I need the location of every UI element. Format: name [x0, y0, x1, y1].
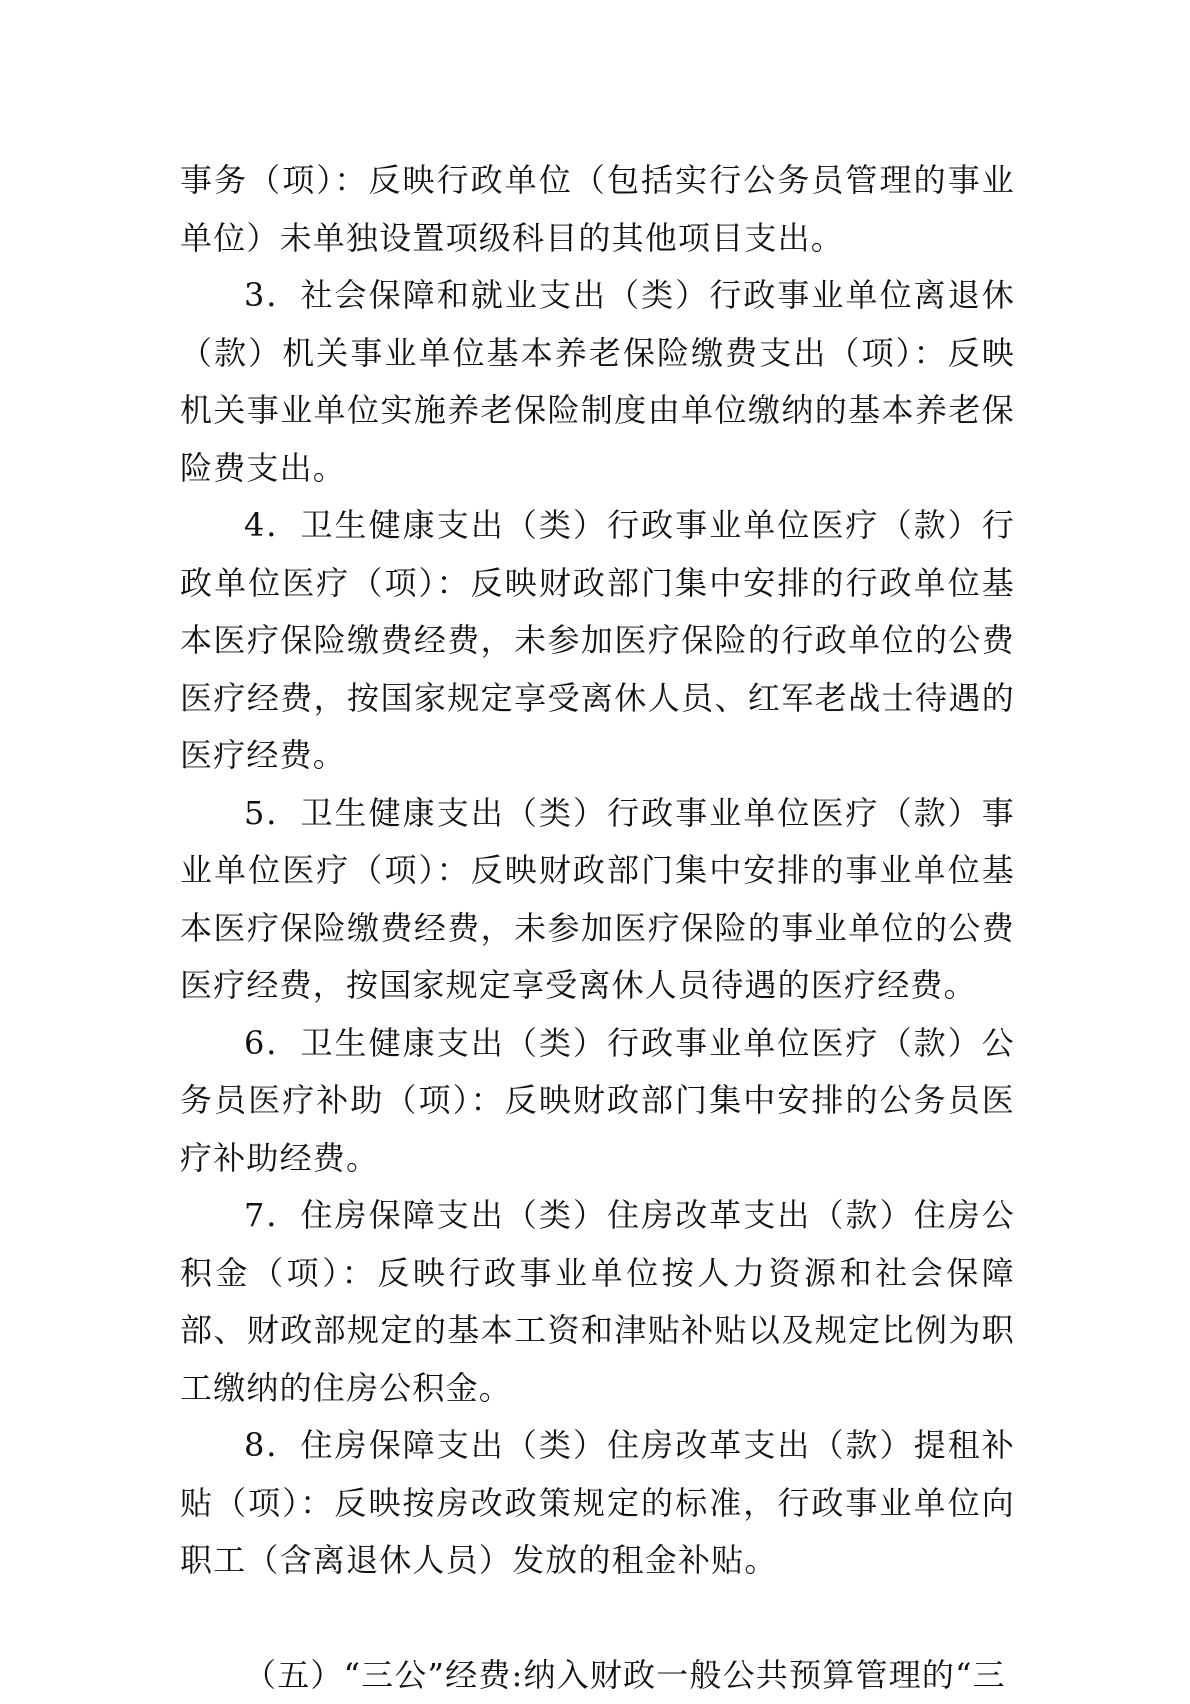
- paragraph-item-3: 3．社会保障和就业支出（类）行政事业单位离退休（款）机关事业单位基本养老保险缴费支出（项）：反映机关事业单位实施养老保险制度由单位缴纳的基本养老保险费支出。: [180, 267, 1015, 497]
- paragraph-item-5: 5．卫生健康支出（类）行政事业单位医疗（款）事业单位医疗（项）：反映财政部门集中安排的事业单位基本医疗保险缴费经费，未参加医疗保险的事业单位的公费医疗经费，按国家规定享受离休人员待遇的医疗经费。: [180, 785, 1015, 1015]
- paragraph-item-8: 8．住房保障支出（类）住房改革支出（款）提租补贴（项）：反映按房改政策规定的标准，行政事业单位向职工（含离退休人员）发放的租金补贴。: [180, 1417, 1015, 1590]
- paragraph-continuation: 事务（项）：反映行政单位（包括实行公务员管理的事业单位）未单独设置项级科目的其他项目支出。: [180, 152, 1015, 267]
- paragraph-item-6: 6．卫生健康支出（类）行政事业单位医疗（款）公务员医疗补助（项）：反映财政部门集中安排的公务员医疗补助经费。: [180, 1015, 1015, 1188]
- document-body: [180, 152, 1015, 1704]
- paragraph-item-4: 4．卫生健康支出（类）行政事业单位医疗（款）行政单位医疗（项）：反映财政部门集中安排的行政单位基本医疗保险缴费经费，未参加医疗保险的行政单位的公费医疗经费，按国家规定享受离休人员、红军老战士待遇的医疗经费。: [180, 497, 1015, 785]
- paragraph-item-7: 7．住房保障支出（类）住房改革支出（款）住房公积金（项）：反映行政事业单位按人力资源和社会保障部、财政部规定的基本工资和津贴补贴以及规定比例为职工缴纳的住房公积金。: [180, 1187, 1015, 1417]
- section-heading-five: （五）“三公”经费:纳入财政一般公共预算管理的“三: [180, 1647, 1015, 1704]
